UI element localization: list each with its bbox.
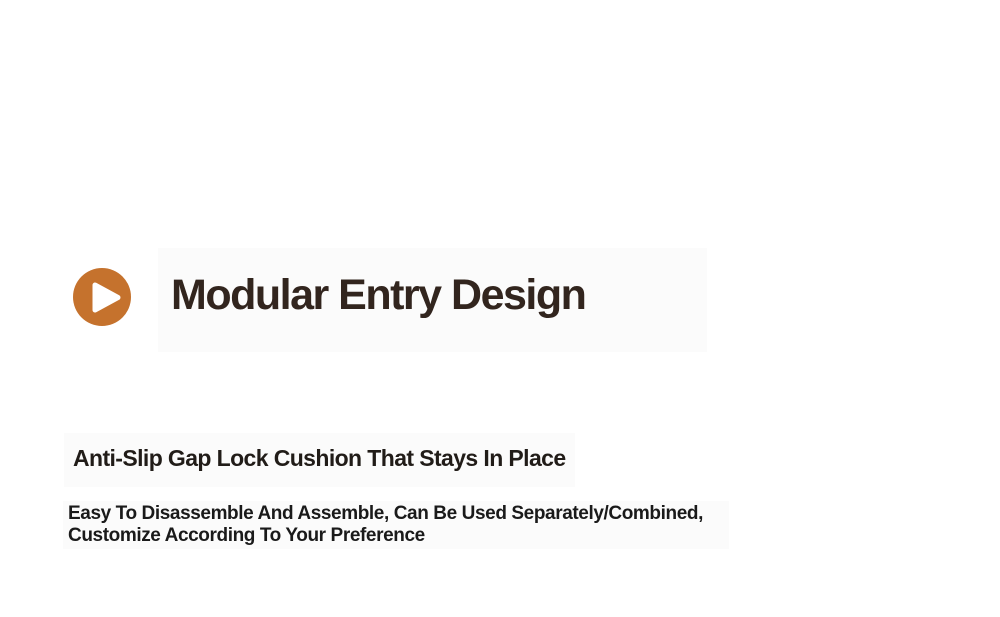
description-line-2: Customize According To Your Preference [68,525,425,546]
subheading: Anti-Slip Gap Lock Cushion That Stays In Place [73,445,566,471]
play-icon [73,268,131,326]
description-line-1: Easy To Disassemble And Assemble, Can Be Used Separately/Combined, [68,503,703,524]
page-title: Modular Entry Design [171,271,586,319]
description [68,503,703,547]
